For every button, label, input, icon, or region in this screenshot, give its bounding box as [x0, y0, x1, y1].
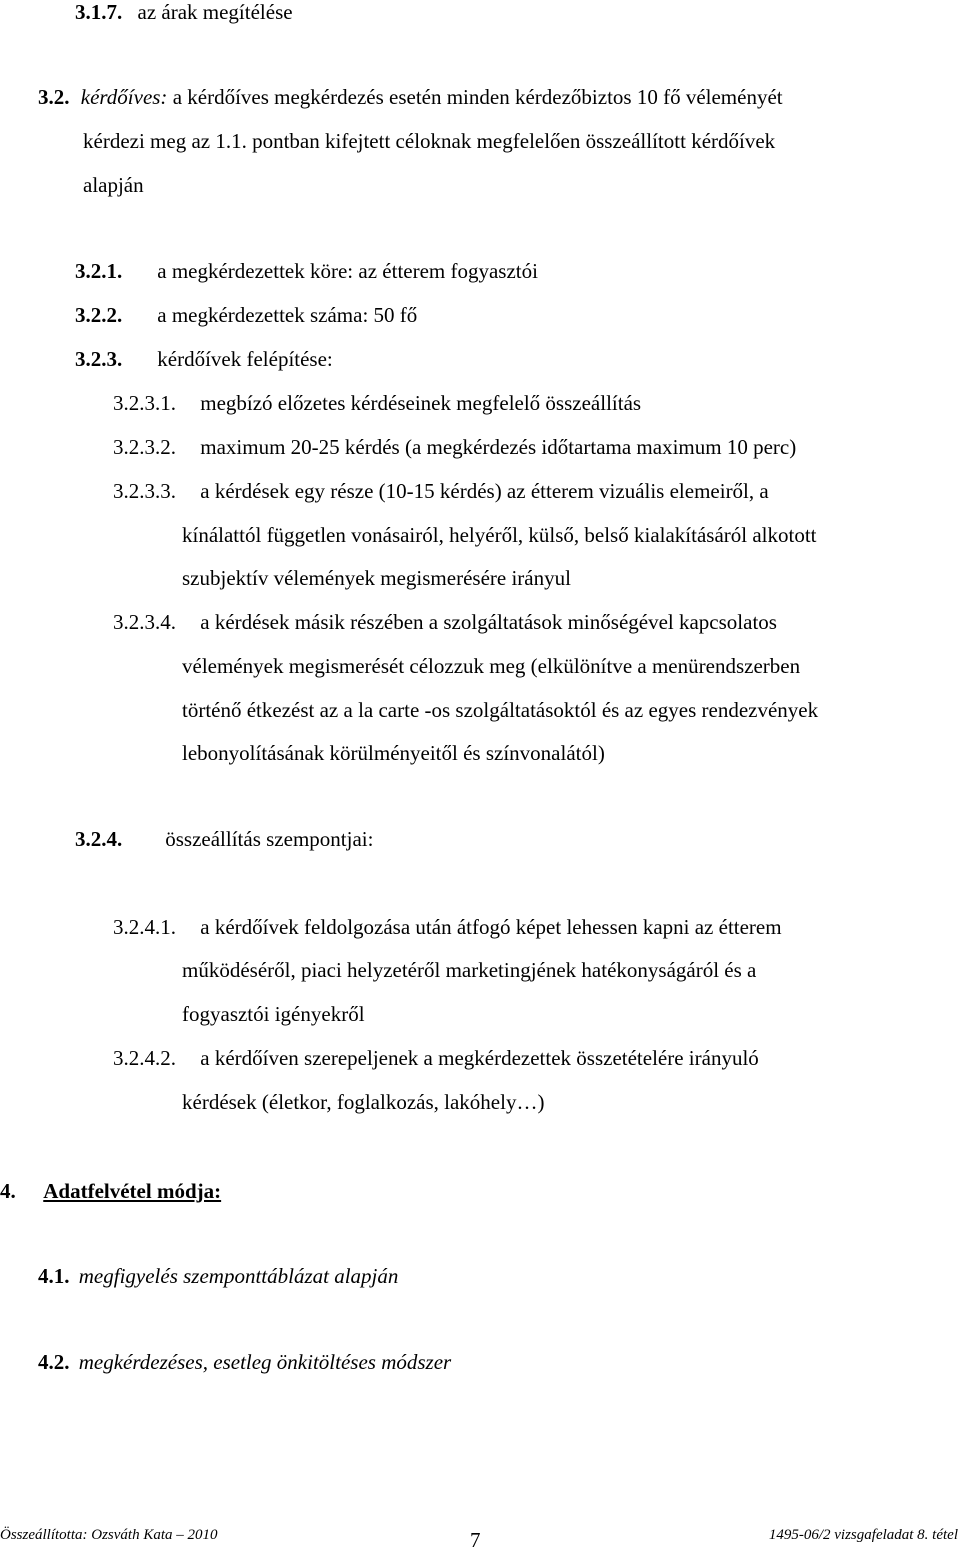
item-number: 3.2.3.2.: [113, 435, 176, 459]
item-text: a kérdőívek feldolgozása után átfogó képet lehessen kapni az étterem: [200, 915, 782, 939]
section-number: 3.2.3.: [75, 347, 123, 371]
section-number: 3.1.7.: [75, 0, 123, 24]
section-number: 4.1.: [38, 1264, 70, 1288]
section-number: 4.2.: [38, 1350, 70, 1374]
footer-author: Összeállította: Ozsváth Kata – 2010: [0, 1527, 218, 1543]
section-number: 3.2.: [38, 85, 70, 109]
item-3-2-4-1-line3: fogyasztói igényekről: [182, 1002, 365, 1026]
section-text: az árak megítélése: [137, 0, 293, 24]
heading-4-1: [38, 1264, 398, 1289]
item-3-2-3-3-line3: szubjektív vélemények megismerésére irányul: [182, 566, 571, 590]
section-number: 3.2.2.: [75, 303, 123, 327]
section-text: összeállítás szempontjai:: [165, 827, 374, 851]
item-3-2-4-1-line1: [113, 915, 782, 940]
item-3-2-3-1: [113, 391, 641, 416]
item-text: a kérdőíven szerepeljenek a megkérdezettek összetételére irányuló: [200, 1046, 759, 1070]
item-number: 3.2.3.1.: [113, 391, 176, 415]
item-text: maximum 20-25 kérdés (a megkérdezés időtartama maximum 10 perc): [200, 435, 797, 459]
section-text: megkérdezéses, esetleg önkitöltéses módszer: [78, 1350, 452, 1374]
section-number: 3.2.4.: [75, 827, 123, 851]
section-title: Adatfelvétel módja:: [43, 1179, 222, 1203]
heading-3-2-2: [75, 303, 417, 328]
item-number: 3.2.4.1.: [113, 915, 176, 939]
item-3-2-3-4-line3: történő étkezést az a la carte -os szolgáltatásoktól és az egyes rendezvények: [182, 698, 819, 722]
heading-3-2-1: [75, 259, 538, 284]
section-text: a megkérdezettek köre: az étterem fogyasztói: [157, 259, 538, 283]
heading-3-1-7: [75, 0, 293, 25]
heading-3-2-4: [75, 827, 373, 852]
item-3-2-4-2-line2: kérdések (életkor, foglalkozás, lakóhely…): [182, 1090, 545, 1114]
item-3-2-3-3-line2: kínálattól független vonásairól, helyéről, külső, belső kialakításáról alkotott: [182, 523, 817, 547]
item-number: 3.2.4.2.: [113, 1046, 176, 1070]
section-text: a megkérdezettek száma: 50 fő: [157, 303, 418, 327]
section-text: megfigyelés szemponttáblázat alapján: [78, 1264, 399, 1288]
section-3-2-line1: [38, 85, 783, 110]
item-3-2-3-4-line4: lebonyolításának körülményeitől és színvonalától): [182, 741, 605, 765]
section-3-2-line2: kérdezi meg az 1.1. pontban kifejtett céloknak megfelelően összeállított kérdőívek: [83, 129, 776, 153]
heading-4-2: [38, 1350, 451, 1375]
item-text: a kérdések másik részében a szolgáltatások minőségével kapcsolatos: [200, 610, 777, 634]
item-3-2-4-1-line2: működéséről, piaci helyzetéről marketingjének hatékonyságáról és a: [182, 958, 757, 982]
section-3-2-line3: alapján: [83, 173, 144, 197]
footer-exam-id: 1495-06/2 vizsgafeladat 8. tétel: [768, 1527, 958, 1543]
item-text: megbízó előzetes kérdéseinek megfelelő összeállítás: [200, 391, 642, 415]
item-number: 3.2.3.4.: [113, 610, 176, 634]
section-text: a kérdőíves megkérdezés esetén minden kérdezőbiztos 10 fő véleményét: [172, 85, 783, 109]
page-number: 7: [470, 1528, 481, 1552]
item-3-2-3-3-line1: [113, 479, 769, 504]
item-3-2-3-4-line1: [113, 610, 777, 635]
item-number: 3.2.3.3.: [113, 479, 176, 503]
section-term: kérdőíves:: [80, 85, 168, 109]
heading-4: [0, 1179, 221, 1204]
section-text: kérdőívek felépítése:: [157, 347, 333, 371]
item-3-2-3-2: [113, 435, 796, 460]
section-number: 4.: [0, 1179, 16, 1203]
item-3-2-4-2-line1: [113, 1046, 759, 1071]
section-number: 3.2.1.: [75, 259, 123, 283]
heading-3-2-3: [75, 347, 333, 372]
item-3-2-3-4-line2: vélemények megismerését célozzuk meg (elkülönítve a menürendszerben: [182, 654, 801, 678]
item-text: a kérdések egy része (10-15 kérdés) az étterem vizuális elemeiről, a: [200, 479, 769, 503]
